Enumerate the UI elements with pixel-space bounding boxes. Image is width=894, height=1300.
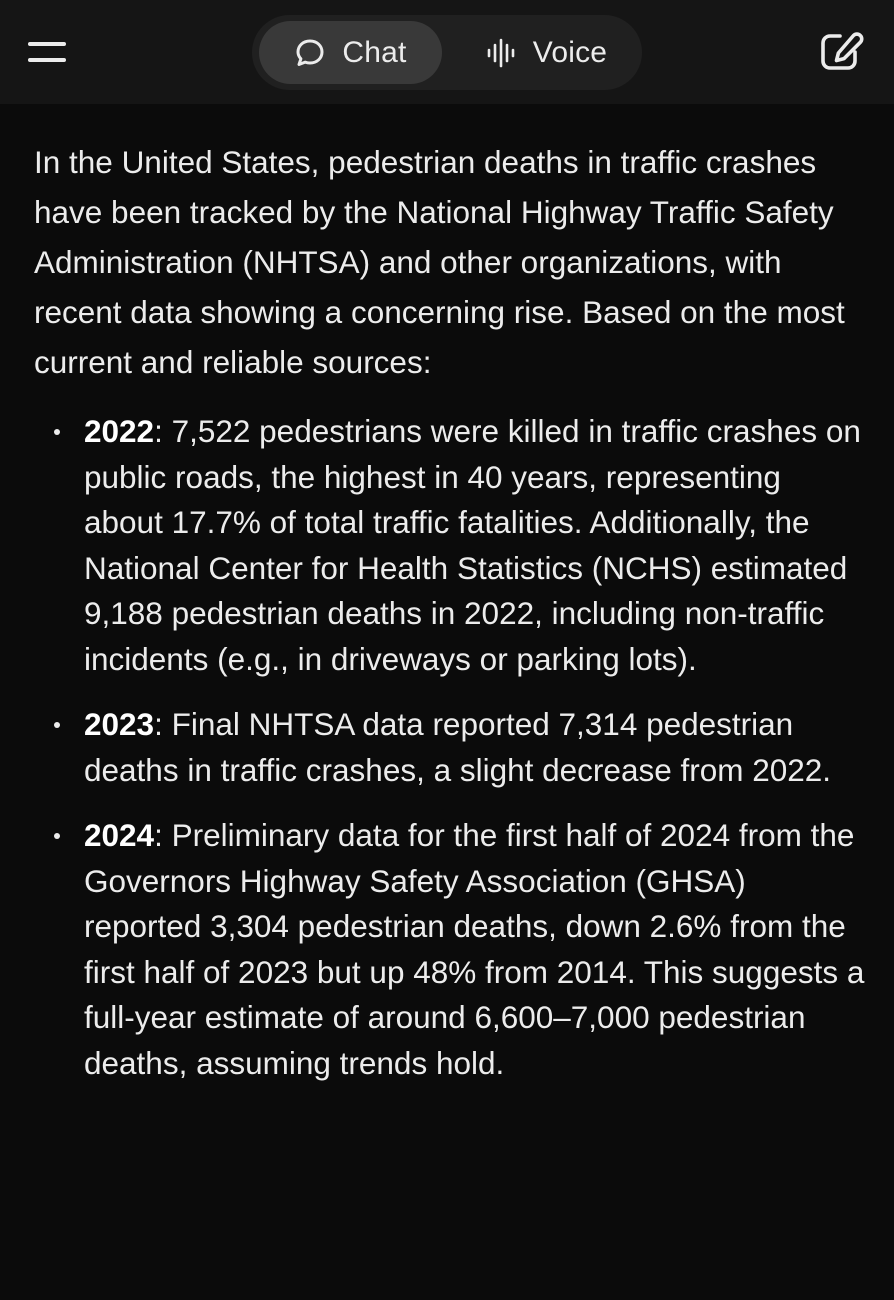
- bullet-text: : 7,522 pedestrians were killed in traffic crashes on public roads, the highest in 40 years, representing about 17.7% of total traffic fatalities. Additionally, the National Center for Health Statistics (NCHS) estimated 9,188 pedestrian deaths in 2022, including non-traffic incidents (e.g., in driveways or parking lots).: [84, 413, 861, 677]
- top-bar: [0, 0, 894, 104]
- assistant-message: [34, 137, 866, 1106]
- bullet-dot-icon: [54, 722, 60, 728]
- new-chat-button[interactable]: [818, 30, 864, 74]
- tab-chat[interactable]: [259, 21, 442, 84]
- bullet-text: : Final NHTSA data reported 7,314 pedestrian deaths in traffic crashes, a slight decrease from 2022.: [84, 706, 832, 788]
- message-intro: In the United States, pedestrian deaths in traffic crashes have been tracked by the National Highway Traffic Safety Administration (NHTSA) and other organizations, with recent data showing a concerning rise. Based on the most current and reliable sources:: [34, 144, 845, 380]
- bullet-year: 2024: [84, 817, 155, 853]
- mode-switcher: [252, 15, 642, 90]
- tab-chat-label: Chat: [342, 35, 407, 69]
- bullet-dot-icon: [54, 833, 60, 839]
- bullet-year: 2022: [84, 413, 155, 449]
- bullet-list: [34, 409, 866, 1086]
- tab-voice[interactable]: [457, 21, 635, 84]
- list-item: [34, 409, 866, 682]
- pencil-square-icon: [818, 61, 864, 78]
- bullet-year: 2023: [84, 706, 155, 742]
- tab-voice-label: Voice: [532, 35, 608, 69]
- bullet-dot-icon: [54, 429, 60, 435]
- waveform-icon: [485, 37, 517, 69]
- list-item: [34, 702, 866, 793]
- menu-button[interactable]: [26, 36, 68, 70]
- list-item: [34, 813, 866, 1086]
- speech-bubble-icon: [294, 37, 326, 69]
- bullet-text: : Preliminary data for the first half of 2024 from the Governors Highway Safety Association (GHSA) reported 3,304 pedestrian deaths, down 2.6% from the first half of 2023 but up 48% from 2014. This suggests a full-year estimate of around 6,600–7,000 pedestrian deaths, assuming trends hold.: [84, 817, 865, 1081]
